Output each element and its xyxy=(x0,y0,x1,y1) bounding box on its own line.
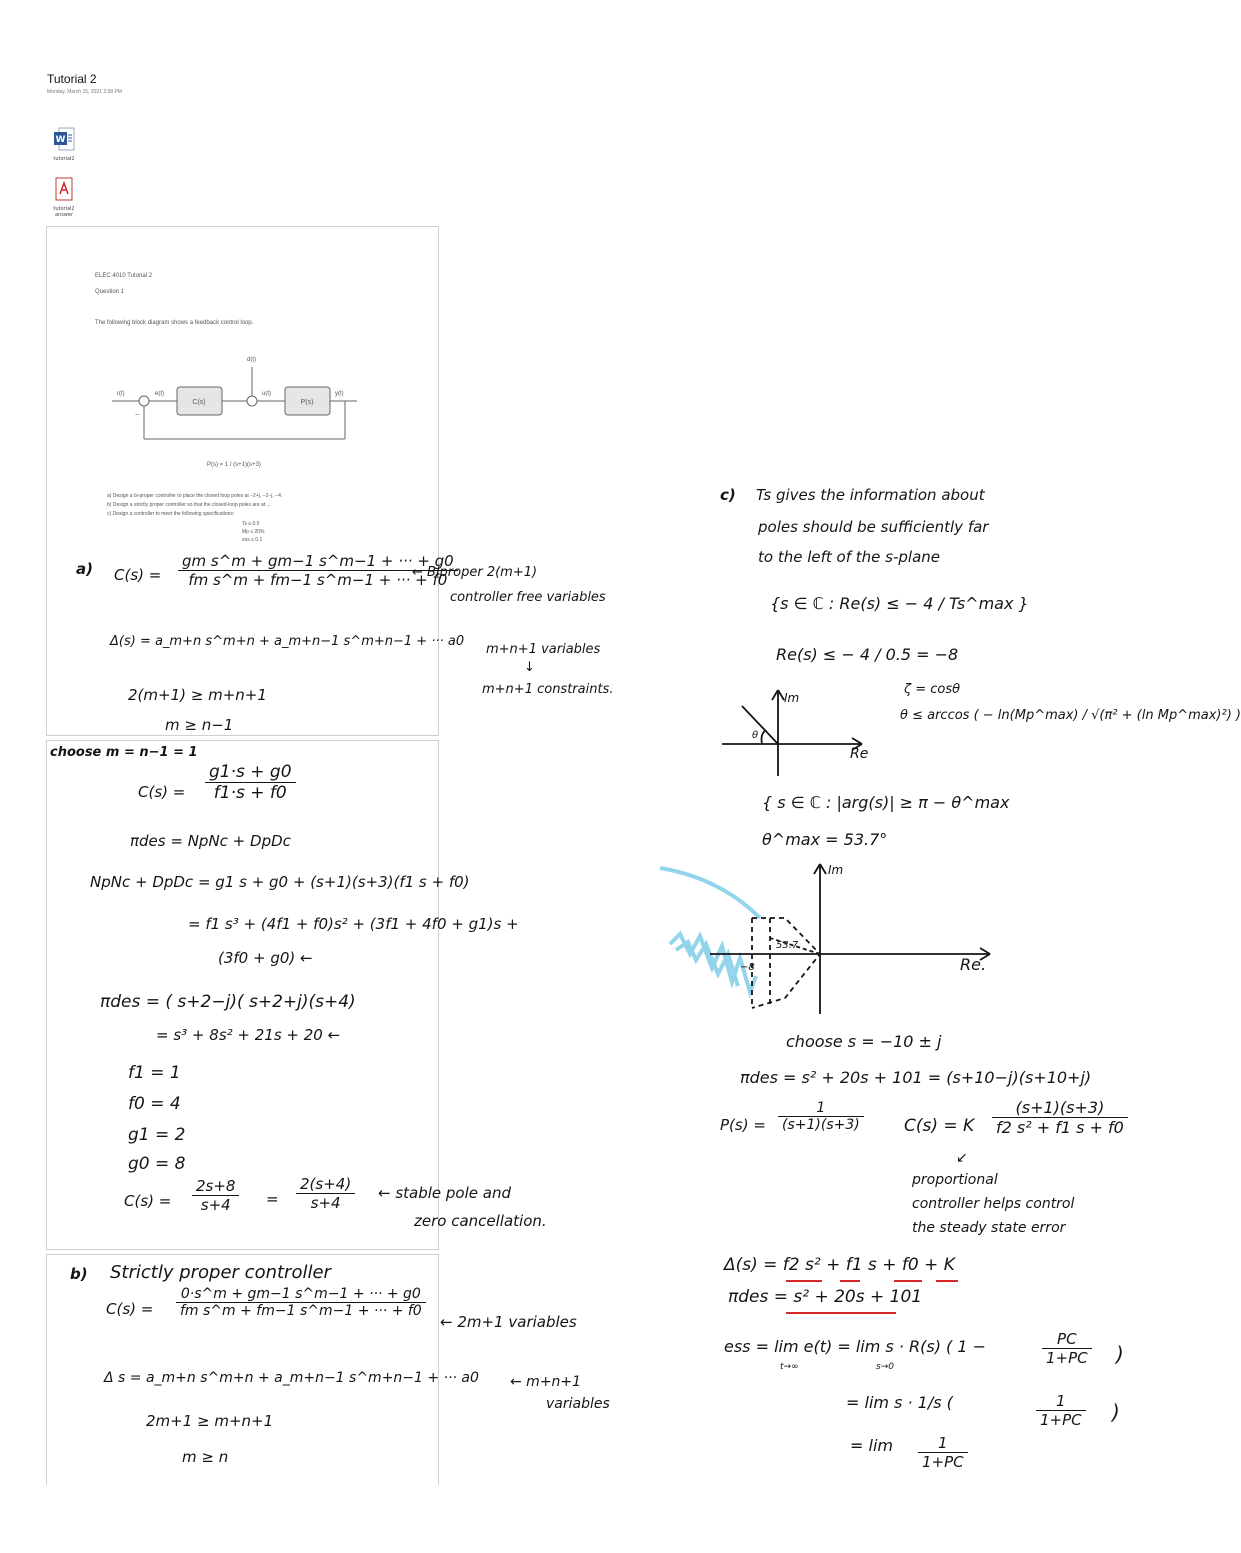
sp-cs-num: 0·s^m + gm−1 s^m−1 + ··· + g0 xyxy=(176,1286,426,1303)
cfinal2-fraction xyxy=(296,1175,355,1212)
ess-line-1: ess = lim e(t) = lim s · R(s) ( 1 − xyxy=(724,1337,987,1356)
delta-c: Δ(s) = f2 s² + f1 s + f0 + K xyxy=(724,1255,955,1275)
delta-polynomial: Δ(s) = a_m+n s^m+n + a_m+n−1 s^m+n−1 + ··· a0 xyxy=(110,634,465,649)
signal-d: d(t) xyxy=(247,357,256,363)
sp-ineq-1: 2m+1 ≥ m+n+1 xyxy=(146,1412,274,1430)
ess-frac-2-den: 1+PC xyxy=(1040,1411,1082,1429)
cancel-note-1: ← stable pole and xyxy=(378,1184,511,1202)
signal-u: u(t) xyxy=(262,391,271,397)
signal-r: r(t) xyxy=(117,391,125,397)
pi-des-2: πdes = ( s+2−j)( s+2+j)(s+4) xyxy=(100,992,356,1012)
cs-k-label: C(s) = K xyxy=(904,1116,975,1136)
ess-line-2: = lim s · 1/s ( xyxy=(846,1393,953,1412)
cfinal-label: C(s) = xyxy=(124,1192,172,1210)
biproper-cs-num: gm s^m + gm−1 s^m−1 + ··· + g0 xyxy=(178,552,458,571)
angle-set: { s ∈ ℂ : |arg(s)| ≥ π − θ^max xyxy=(762,793,1010,812)
expand-2: = f1 s³ + (4f1 + f0)s² + (3f1 + 4f0 + g1)s + xyxy=(188,915,519,933)
biproper-note-1: ← Biproper 2(m+1) xyxy=(412,565,538,580)
prop-note-1: proportional xyxy=(912,1172,998,1188)
biproper-cs-label: C(s) = xyxy=(114,566,162,584)
plant-block: P(s) xyxy=(300,399,314,406)
sp-delta: Δ s = a_m+n s^m+n + a_m+n−1 s^m+n−1 + ··· a0 xyxy=(104,1370,479,1386)
cfinal2-num: 2(s+4) xyxy=(296,1175,355,1194)
pdf-icon xyxy=(53,177,75,201)
attachment-word[interactable] xyxy=(50,127,78,162)
cs-k-fraction xyxy=(992,1098,1128,1137)
theta-max: θ^max = 53.7° xyxy=(762,830,888,849)
cs-k-num: (s+1)(s+3) xyxy=(992,1098,1128,1118)
g0-value: g0 = 8 xyxy=(128,1154,186,1174)
pi-des-c: πdes = s² + 20s + 101 = (s+10−j)(s+10+j) xyxy=(740,1068,1092,1087)
pi-des-1: πdes = NpNc + DpDc xyxy=(130,832,291,850)
attachment-label: tutorial2 xyxy=(53,156,75,162)
constraint-count: m+n+1 constraints. xyxy=(482,682,614,697)
im-label-2: Im xyxy=(828,863,844,877)
zeta-cos: ζ = cosθ xyxy=(904,682,961,697)
sp-ineq-2: m ≥ n xyxy=(182,1448,229,1466)
f1-value: f1 = 1 xyxy=(128,1063,181,1083)
k-arrow: ↙ xyxy=(956,1150,968,1166)
cfinal-den: s+4 xyxy=(200,1196,231,1214)
spec-mp: Mp ≤ 20% xyxy=(242,529,265,535)
re-label-2: Re. xyxy=(960,955,987,974)
theta-label: θ xyxy=(752,730,759,741)
ess-frac-2-num: 1 xyxy=(1036,1392,1086,1411)
expand-1: NpNc + DpDc = g1 s + g0 + (s+1)(s+3)(f1 s + f0) xyxy=(90,873,470,891)
label-a: a) xyxy=(76,560,93,578)
biproper-note-2: controller free variables xyxy=(450,590,606,605)
biproper-cs-den: fm s^m + fm−1 s^m−1 + ··· + f0 xyxy=(188,571,448,589)
c-line-2: poles should be sufficiently far xyxy=(758,518,989,536)
variable-count: m+n+1 variables xyxy=(486,642,601,657)
underline-f2 xyxy=(786,1280,822,1282)
choose-s: choose s = −10 ± j xyxy=(786,1032,942,1051)
page-timestamp: Monday, March 15, 2021 2:58 PM xyxy=(47,89,122,95)
underline-f1 xyxy=(840,1280,860,1282)
block-diagram xyxy=(107,349,367,449)
g1-value: g1 = 2 xyxy=(128,1125,186,1145)
ps-fraction xyxy=(778,1100,864,1133)
cfinal-fraction xyxy=(192,1177,239,1214)
sp-cs-den: fm s^m + fm−1 s^m−1 + ··· + f0 xyxy=(180,1303,422,1319)
choose-m: choose m = n−1 = 1 xyxy=(50,745,198,760)
ess-frac-1-den: 1+PC xyxy=(1046,1349,1088,1367)
signal-e: e(t) xyxy=(155,391,164,397)
signal-y: y(t) xyxy=(335,391,344,397)
inequality-1: 2(m+1) ≥ m+n+1 xyxy=(128,686,267,704)
printout-course: ELEC 4010 Tutorial 2 xyxy=(95,273,153,279)
paren-close-2: ) xyxy=(1112,1400,1120,1424)
label-b: b) xyxy=(70,1265,88,1283)
f0-value: f0 = 4 xyxy=(128,1094,181,1114)
cs-fraction xyxy=(205,762,296,803)
cfinal2-den: s+4 xyxy=(310,1194,341,1212)
page-title: Tutorial 2 xyxy=(47,72,97,86)
spec-ess: ess ≤ 0.1 xyxy=(242,537,263,543)
paren-close-1: ) xyxy=(1116,1342,1124,1366)
c-line-3: to the left of the s-plane xyxy=(758,548,940,566)
inequality-2: m ≥ n−1 xyxy=(165,716,234,734)
question-c: c) Design a controller to meet the following specifications: xyxy=(107,511,235,517)
ess-frac-2 xyxy=(1036,1392,1086,1429)
sp-cs-fraction xyxy=(176,1286,426,1319)
minus-eight-label: −8 xyxy=(740,962,755,973)
cfinal-equals: = xyxy=(266,1190,279,1208)
ess-line-3: = lim xyxy=(850,1436,893,1455)
cs-den: f1·s + f0 xyxy=(213,783,287,803)
cs-num: g1·s + g0 xyxy=(205,762,296,783)
lim-s: s→0 xyxy=(876,1362,894,1372)
underline-k xyxy=(936,1280,958,1282)
re-bound: Re(s) ≤ − 4 / 0.5 = −8 xyxy=(776,645,959,664)
c-line-1: Ts gives the information about xyxy=(756,486,985,504)
sp-variables: ← 2m+1 variables xyxy=(440,1313,577,1331)
lim-t: t→∞ xyxy=(780,1362,799,1372)
pi-des-3: = s³ + 8s² + 21s + 20 ← xyxy=(156,1026,341,1044)
printout-question: Question 1 xyxy=(95,289,125,295)
ess-frac-1 xyxy=(1042,1330,1092,1367)
prop-note-3: the steady state error xyxy=(912,1220,1066,1236)
underline-f0 xyxy=(894,1280,922,1282)
angle-sketch xyxy=(722,688,882,778)
ess-frac-3-den: 1+PC xyxy=(922,1453,964,1471)
printout-intro: The following block diagram shows a feedback control loop. xyxy=(95,320,254,326)
blue-scribble xyxy=(660,868,760,992)
sp-cs-label: C(s) = xyxy=(106,1300,154,1318)
settling-set: {s ∈ ℂ : Re(s) ≤ − 4 / Ts^max } xyxy=(770,594,1029,613)
printout-page-1 xyxy=(46,226,439,736)
ess-frac-3-num: 1 xyxy=(918,1434,968,1453)
attachment-label: tutorial2 answer xyxy=(53,206,75,218)
summing-minus: − xyxy=(135,412,140,419)
ess-frac-3 xyxy=(918,1434,968,1471)
cs-label: C(s) = xyxy=(138,783,186,801)
ps-den: (s+1)(s+3) xyxy=(782,1117,860,1133)
word-doc-icon xyxy=(53,127,75,151)
expand-3: (3f0 + g0) ← xyxy=(218,949,313,967)
label-c: c) xyxy=(720,486,736,504)
plant-transfer-function: P(s) = 1 / (s+1)(s+3) xyxy=(207,462,261,468)
sp-vars2: ← m+n+1 xyxy=(510,1374,582,1390)
ps-num: 1 xyxy=(778,1100,864,1117)
cs-k-den: f2 s² + f1 s + f0 xyxy=(996,1118,1124,1137)
prop-note-2: controller helps control xyxy=(912,1196,1075,1212)
underline-pides xyxy=(786,1312,896,1314)
attachment-pdf[interactable] xyxy=(50,177,78,218)
ps-label: P(s) = xyxy=(720,1116,766,1134)
spec-ts: Ts ≤ 0.5 xyxy=(242,521,260,527)
down-arrow: ↓ xyxy=(524,660,535,675)
svg-text:W: W xyxy=(55,135,66,145)
pi-des-c2: πdes = s² + 20s + 101 xyxy=(728,1287,923,1307)
question-a: a) Design a bi-proper controller to place the closed loop poles at −2+j, −2−j, −4. xyxy=(107,493,283,499)
question-b: b) Design a strictly proper controller so that the closed-loop poles are at ... xyxy=(107,502,271,508)
theta-bound: θ ≤ arccos ( − ln(Mp^max) / √(π² + (ln Mp^max)²) ) xyxy=(900,708,1241,723)
controller-block: C(s) xyxy=(192,399,206,406)
angle-label: 53.7 xyxy=(776,940,799,951)
ess-frac-1-num: PC xyxy=(1042,1330,1092,1349)
cancel-note-2: zero cancellation. xyxy=(414,1212,547,1230)
strictly-proper-title: Strictly proper controller xyxy=(110,1262,331,1283)
region-sketch xyxy=(660,858,1000,1018)
re-label: Re xyxy=(850,746,869,762)
sp-vars2b: variables xyxy=(546,1396,610,1412)
cfinal-num: 2s+8 xyxy=(192,1177,239,1196)
im-label: Im xyxy=(784,691,800,705)
